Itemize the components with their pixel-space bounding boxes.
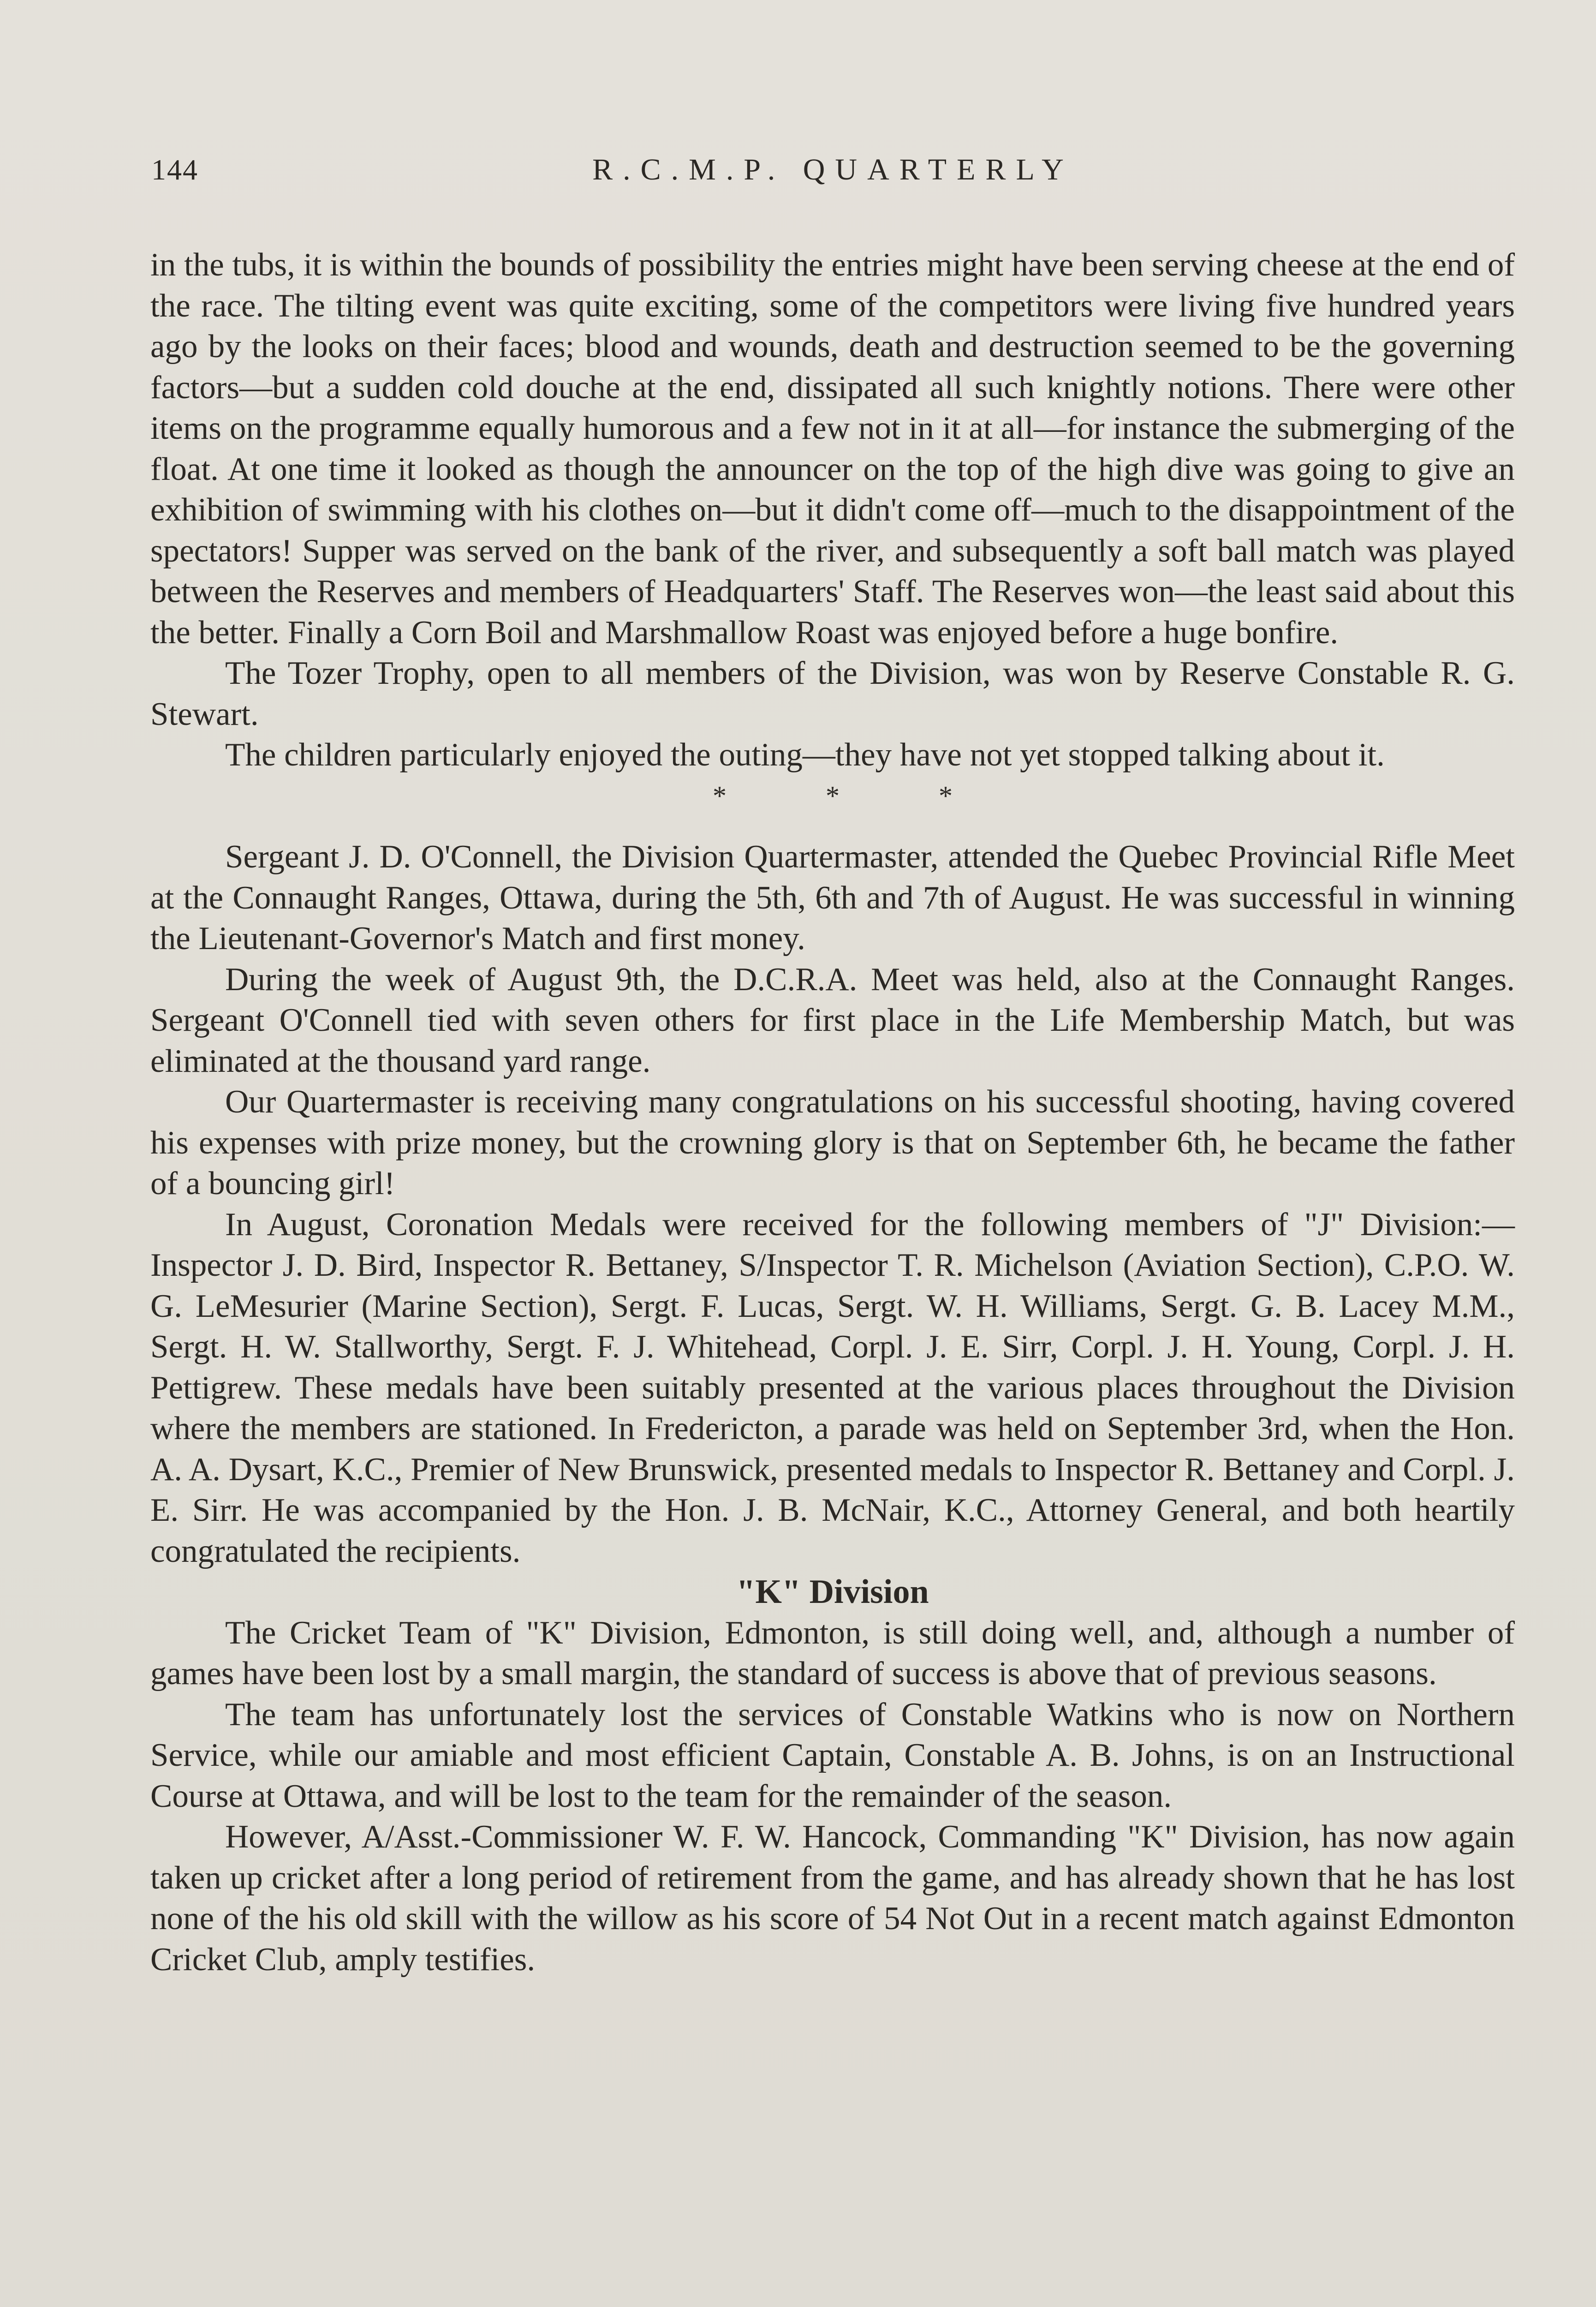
running-title: R.C.M.P. QUARTERLY bbox=[592, 153, 1074, 186]
paragraph-coronation-medals: In August, Coronation Medals were received for the following members of "J" Division:—Inspector J. D. Bird, Inspector R. Bettaney, S/Inspector T. R. Michelson (Aviation Section), C.P.O. W. G. LeMesurier (Marine Section), Sergt. F. Lucas, Sergt. W. H. Williams, Sergt. G. B. Lacey M.M., Sergt. H. W. Stallworthy, Sergt. F. J. Whitehead, Corpl. J. E. Sirr, Corpl. J. H. Young, Corpl. J. H. Pettigrew. These medals have been suitably presented at the various places throughout the Division where the members are stationed. In Fredericton, a parade was held on September 3rd, when the Hon. A. A. Dysart, K.C., Premier of New Brunswick, presented medals to Inspector R. Bettaney and Corpl. J. E. Sirr. He was accompanied by the Hon. J. B. McNair, K.C., Attorney General, and both heartily congratulated the recipients. bbox=[150, 1206, 1515, 1569]
paragraph-tozer-trophy: The Tozer Trophy, open to all members of the Division, was won by Reserve Constable R. G. Stewart. bbox=[150, 655, 1515, 732]
page-header bbox=[151, 147, 1515, 193]
paragraph-congratulations: Our Quartermaster is receiving many congratulations on his successful shooting, having covered his expenses with prize money, but the crowning glory is that on September 6th, he became the father of a bouncing girl! bbox=[150, 1084, 1515, 1201]
paragraph-dcra-meet: During the week of August 9th, the D.C.R.A. Meet was held, also at the Connaught Ranges. Sergeant O'Connell tied with seven others for first place in the Life Membership Match, but was eliminated at the thousand yard range. bbox=[150, 961, 1515, 1079]
paragraph-team-losses: The team has unfortunately lost the services of Constable Watkins who is now on Northern Service, while our amiable and most efficient Captain, Constable A. B. Johns, is on an Instructional Course at Ottawa, and will be lost to the team for the remainder of the season. bbox=[150, 1696, 1515, 1814]
paragraph-rifle-meet: Sergeant J. D. O'Connell, the Division Quartermaster, attended the Quebec Provincial Rifle Meet at the Connaught Ranges, Ottawa, during the 5th, 6th and 7th of August. He was successful in winning the Lieutenant-Governor's Match and first money. bbox=[150, 839, 1515, 956]
paragraph-children-outing: The children particularly enjoyed the outing—they have not yet stopped talking about it. bbox=[225, 737, 1385, 773]
article-body bbox=[150, 245, 1515, 1980]
section-separator: * * * bbox=[713, 780, 953, 811]
paragraph-continuation: in the tubs, it is within the bounds of possibility the entries might have been serving cheese at the end of the race. The tilting event was quite exciting, some of the competitors were living five hundred years ago by the looks on their faces; blood and wounds, death and destruction seemed to be the governing factors—but a sudden cold douche at the end, dissipated all such knightly notions. There were other items on the programme equally humorous and a few not in it at all—for instance the submerging of the float. At one time it looked as though the announcer on the top of the high dive was going to give an exhibition of swimming with his clothes on—but it didn't come off—much to the disappointment of the spectators! Supper was served on the bank of the river, and subsequently a soft ball match was played between the Reserves and members of Headquarters' Staff. The Reserves won—the least said about this the better. Finally a Corn Boil and Marshmallow Roast was enjoyed before a huge bonfire. bbox=[150, 247, 1515, 651]
section-heading: "K" Division bbox=[736, 1573, 929, 1611]
paragraph-hancock-cricket: However, A/Asst.-Commissioner W. F. W. Hancock, Commanding "K" Division, has now again taken up cricket after a long period of retirement from the game, and has already shown that he has lost none of the his old skill with the willow as his score of 54 Not Out in a recent match against Edmonton Cricket Club, amply testifies. bbox=[150, 1819, 1515, 1978]
page-number: 144 bbox=[151, 153, 198, 186]
paragraph-cricket-team: The Cricket Team of "K" Division, Edmonton, is still doing well, and, although a number of games have been lost by a small margin, the standard of success is above that of previous seasons. bbox=[150, 1614, 1515, 1691]
